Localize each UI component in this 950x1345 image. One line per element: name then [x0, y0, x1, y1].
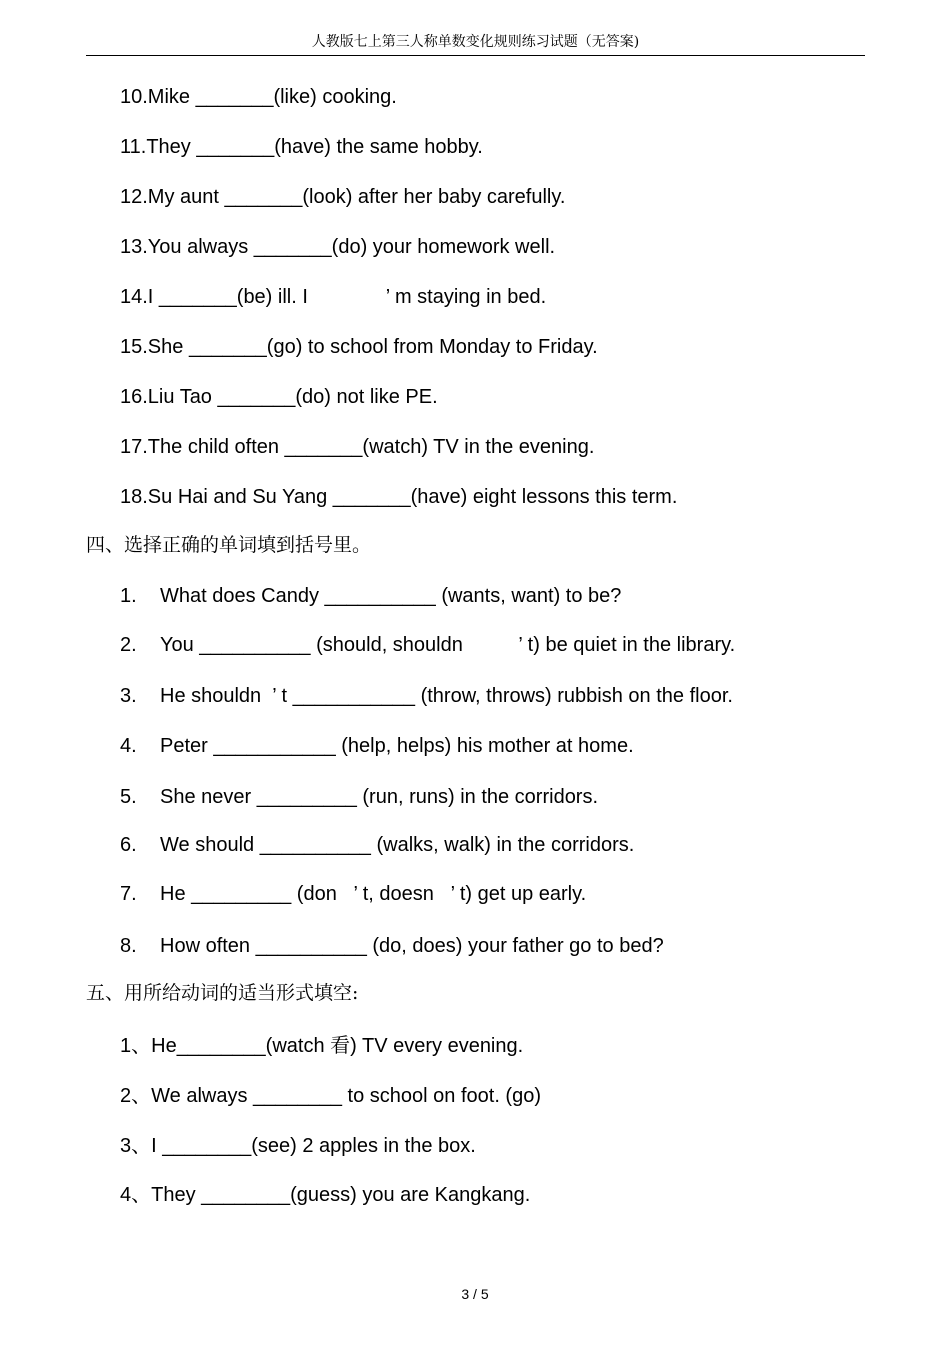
question-12: 12.My aunt _______(look) after her baby carefully. [120, 186, 566, 208]
item-text: How often __________ (do, does) your father go to bed? [160, 935, 664, 957]
item-number: 8. [120, 935, 137, 957]
section-4-heading: 四、选择正确的单词填到括号里。 [86, 534, 372, 556]
item-number: 2. [120, 634, 137, 656]
question-14: 14.I _______(be) ill. I ’ m staying in bed. [120, 286, 547, 308]
item-number: 7. [120, 883, 137, 905]
section-4-item-3 [120, 683, 733, 709]
item-number: 1. [120, 585, 137, 607]
question-18: 18.Su Hai and Su Yang _______(have) eight lessons this term. [120, 486, 678, 508]
item-text: We should __________ (walks, walk) in the corridors. [160, 834, 635, 856]
section-5-heading: 五、用所给动词的适当形式填空: [86, 982, 359, 1004]
section-5-item-3: 3、I ________(see) 2 apples in the box. [120, 1135, 476, 1157]
item-number: 6. [120, 834, 137, 856]
header-rule [86, 55, 865, 56]
question-17: 17.The child often _______(watch) TV in the evening. [120, 436, 595, 458]
section-4-item-5 [120, 784, 598, 810]
question-10: 10.Mike _______(like) cooking. [120, 86, 397, 108]
item-text: What does Candy __________ (wants, want) to be? [160, 585, 622, 607]
page-header-title: 人教版七上第三人称单数变化规则练习试题（无答案) [311, 34, 640, 50]
section-5-item-1: 1、He________(watch 看) TV every evening. [120, 1035, 524, 1057]
section-4-item-2 [120, 632, 735, 658]
question-15: 15.She _______(go) to school from Monday to Friday. [120, 336, 598, 358]
item-number: 4. [120, 735, 137, 757]
page-number: 3 / 5 [461, 1286, 489, 1302]
section-4-item-1 [120, 583, 621, 609]
section-4-item-4 [120, 733, 634, 759]
section-4-item-6 [120, 832, 634, 858]
question-13: 13.You always _______(do) your homework well. [120, 236, 556, 258]
question-16: 16.Liu Tao _______(do) not like PE. [120, 386, 438, 408]
item-text: You __________ (should, shouldn ’ t) be quiet in the library. [160, 634, 736, 656]
item-text: She never _________ (run, runs) in the corridors. [160, 786, 599, 808]
section-5-item-2: 2、We always ________ to school on foot. (go) [120, 1085, 541, 1107]
item-text: Peter ___________ (help, helps) his mother at home. [160, 735, 634, 757]
item-text: He _________ (don ’ t, doesn ’ t) get up early. [160, 883, 587, 905]
question-11: 11.They _______(have) the same hobby. [120, 136, 483, 158]
section-5-item-4: 4、They ________(guess) you are Kangkang. [120, 1184, 531, 1206]
item-text: He shouldn ’ t ___________ (throw, throws) rubbish on the floor. [160, 685, 733, 707]
section-4-item-7 [120, 881, 586, 907]
item-number: 3. [120, 685, 137, 707]
section-4-item-8 [120, 933, 664, 959]
item-number: 5. [120, 786, 137, 808]
